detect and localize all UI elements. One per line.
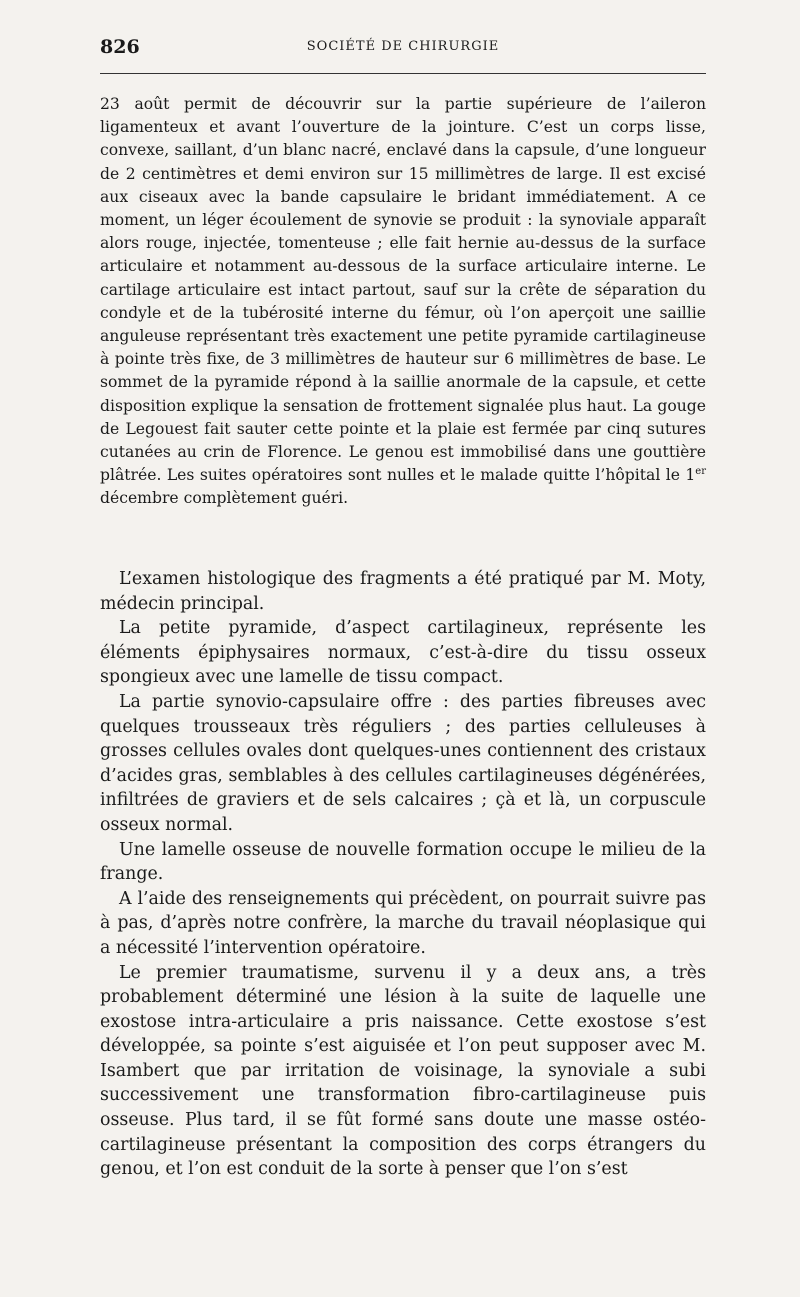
case-report-main-text: 23 août permit de découvrir sur la partie supérieure de l’aileron ligamenteux et avant l’ouverture de la jointure. C’est un corps lisse, convexe, saillant, d’un blanc nacré, enclavé dans la capsule, d’une longueur de 2 centimètres et demi environ sur 15 millimètres de large. Il est excisé aux ciseaux avec la bande capsulaire le bridant immédiatement. A ce moment, un léger écoulement de synovie se produit : la synoviale apparaît alors rouge, injectée, tomenteuse ; elle fait hernie au-dessus de la surface articulaire et notamment au-dessous de la surface articulaire interne. Le cartilage articulaire est intact partout, sauf sur la crête de séparation du condyle et de la tubérosité interne du fémur, où l’on aperçoit une saillie anguleuse représentant très exactement une petite pyramide cartilagineuse à pointe très fixe, de 3 millimètres de hauteur sur 6 millimètres de base. Le sommet de la pyramide répond à la saillie anormale de la capsule, et cette disposition explique la sensation de frottement signalée plus haut. La gouge de Legouest fait sauter cette pointe et la plaie est fermée par cinq sutures cutanées au crin de Florence. Le genou est immobilisé dans une gouttière plâtrée. Les suites opératoires sont nulles et le malade quitte l’hôpital le 1: [100, 95, 706, 485]
running-head: [100, 36, 706, 60]
date-ordinal-superscript: er: [695, 466, 706, 478]
header-rule: [100, 73, 706, 74]
histology-section: [100, 567, 706, 1182]
case-report-text: [100, 93, 706, 511]
paragraph-bone-lamella: Une lamelle osseuse de nouvelle formation occupe le milieu de la frange.: [100, 839, 706, 885]
paragraph-examination-intro: L’examen histologique des fragments a été pratiqué par M. Moty, médecin principal.: [100, 569, 706, 614]
paragraph-pyramid: La petite pyramide, d’aspect cartilagineux, représente les éléments épiphysaires normaux, c’est-à-dire du tissu osseux spongieux avec une lamelle de tissu compact.: [100, 618, 706, 688]
paragraph-synovio-capsular: La partie synovio-capsulaire offre : des parties fibreuses avec quelques trousseaux très réguliers ; des parties celluleuses à grosses cellules ovales dont quelques-unes contiennent des cristaux d’acides gras, semblables à des cellules cartilagineuses dégénérées, infiltrées de graviers et de sels calcaires ; çà et là, un corpuscule osseux normal.: [100, 691, 706, 835]
case-report-paragraph: [100, 93, 706, 511]
page-number: 826: [100, 36, 140, 58]
case-report-ending: décembre complètement guéri.: [100, 489, 349, 508]
journal-title: SOCIÉTÉ DE CHIRURGIE: [306, 39, 500, 54]
paragraph-neoplastic-course: A l’aide des renseignements qui précèdent, on pourrait suivre pas à pas, d’après notre confrère, la marche du travail néoplasique qui a nécessité l’intervention opératoire.: [100, 888, 706, 958]
paragraph-trauma-hypothesis: Le premier traumatisme, survenu il y a deux ans, a très probablement déterminé une lésion à la suite de laquelle une exostose intra-articulaire a pris naissance. Cette exostose s’est développée, sa pointe s’est aiguisée et l’on peut supposer avec M. Isambert que par irritation de voisinage, la synoviale a subi successivement une transformation fibro-cartilagineuse puis osseuse. Plus tard, il se fût formé sans doute une masse ostéo-cartilagineuse présentant la composition des corps étrangers du genou, et l’on est conduit de la sorte à penser que l’on s’est: [100, 962, 706, 1180]
